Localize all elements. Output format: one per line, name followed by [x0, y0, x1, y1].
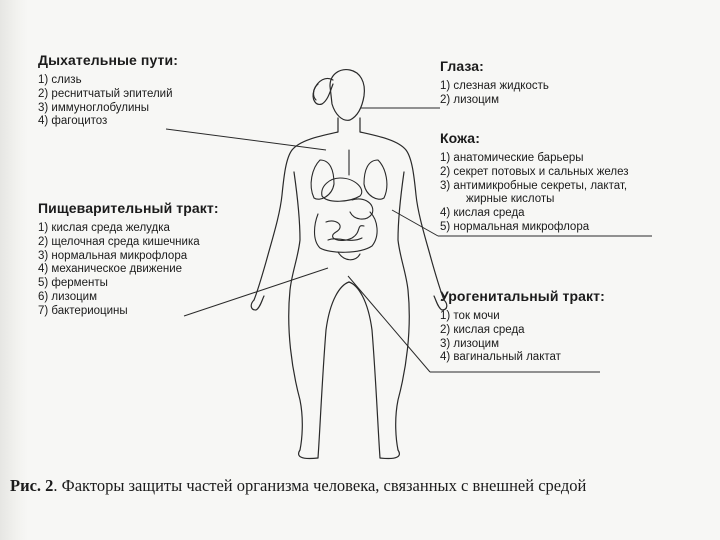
list-item: 3) антимикробные секреты, лактат, [440, 179, 628, 192]
list-item: жирные кислоты [466, 193, 555, 206]
list-item: 1) кислая среда желудка [38, 222, 170, 234]
list-item: 2) лизоцим [440, 93, 500, 106]
list-item: 2) щелочная среда кишечника [38, 235, 200, 248]
eyes-heading: Глаза: [440, 58, 484, 74]
list-item: 3) иммуноглобулины [38, 101, 150, 114]
internal-organs [311, 150, 387, 260]
digestive-leader [184, 268, 328, 316]
list-item: 2) секрет потовых и сальных желез [440, 165, 629, 178]
respiratory-heading: Дыхательные пути: [38, 52, 178, 68]
list-item: 4) фагоцитоз [38, 115, 108, 128]
skin-heading: Кожа: [440, 130, 480, 146]
list-item: 5) нормальная микрофлора [440, 220, 590, 233]
respiratory-leader [166, 129, 326, 150]
list-item: 4) вагинальный лактат [440, 351, 561, 364]
head-outline [313, 70, 364, 121]
list-item: 2) реснитчатый эпителий [38, 87, 173, 100]
list-item: 3) нормальная микрофлора [38, 249, 188, 262]
list-item: 7) бактериоцины [38, 304, 128, 317]
list-item: 4) механическое движение [38, 263, 183, 276]
urogenital-heading: Урогенитальный тракт: [440, 288, 605, 304]
list-item: 1) слезная жидкость [440, 80, 549, 92]
list-item: 3) лизоцим [440, 337, 500, 350]
urogenital-leader-diagonal [348, 276, 430, 372]
list-item: 2) кислая среда [440, 323, 525, 336]
list-item: 6) лизоцим [38, 290, 98, 303]
figure-caption-text: . Факторы защиты частей организма человека, связанных с внешней средой [53, 476, 587, 495]
list-item: 1) слизь [38, 74, 82, 86]
list-item: 1) анатомические барьеры [440, 152, 584, 164]
list-item: 1) ток мочи [440, 310, 500, 322]
figure-caption [10, 476, 610, 495]
list-item: 5) ферменты [38, 277, 108, 290]
digestive-heading: Пищеварительный тракт: [38, 200, 219, 216]
list-item: 4) кислая среда [440, 207, 525, 220]
figure-label: Рис. 2 [10, 476, 54, 495]
